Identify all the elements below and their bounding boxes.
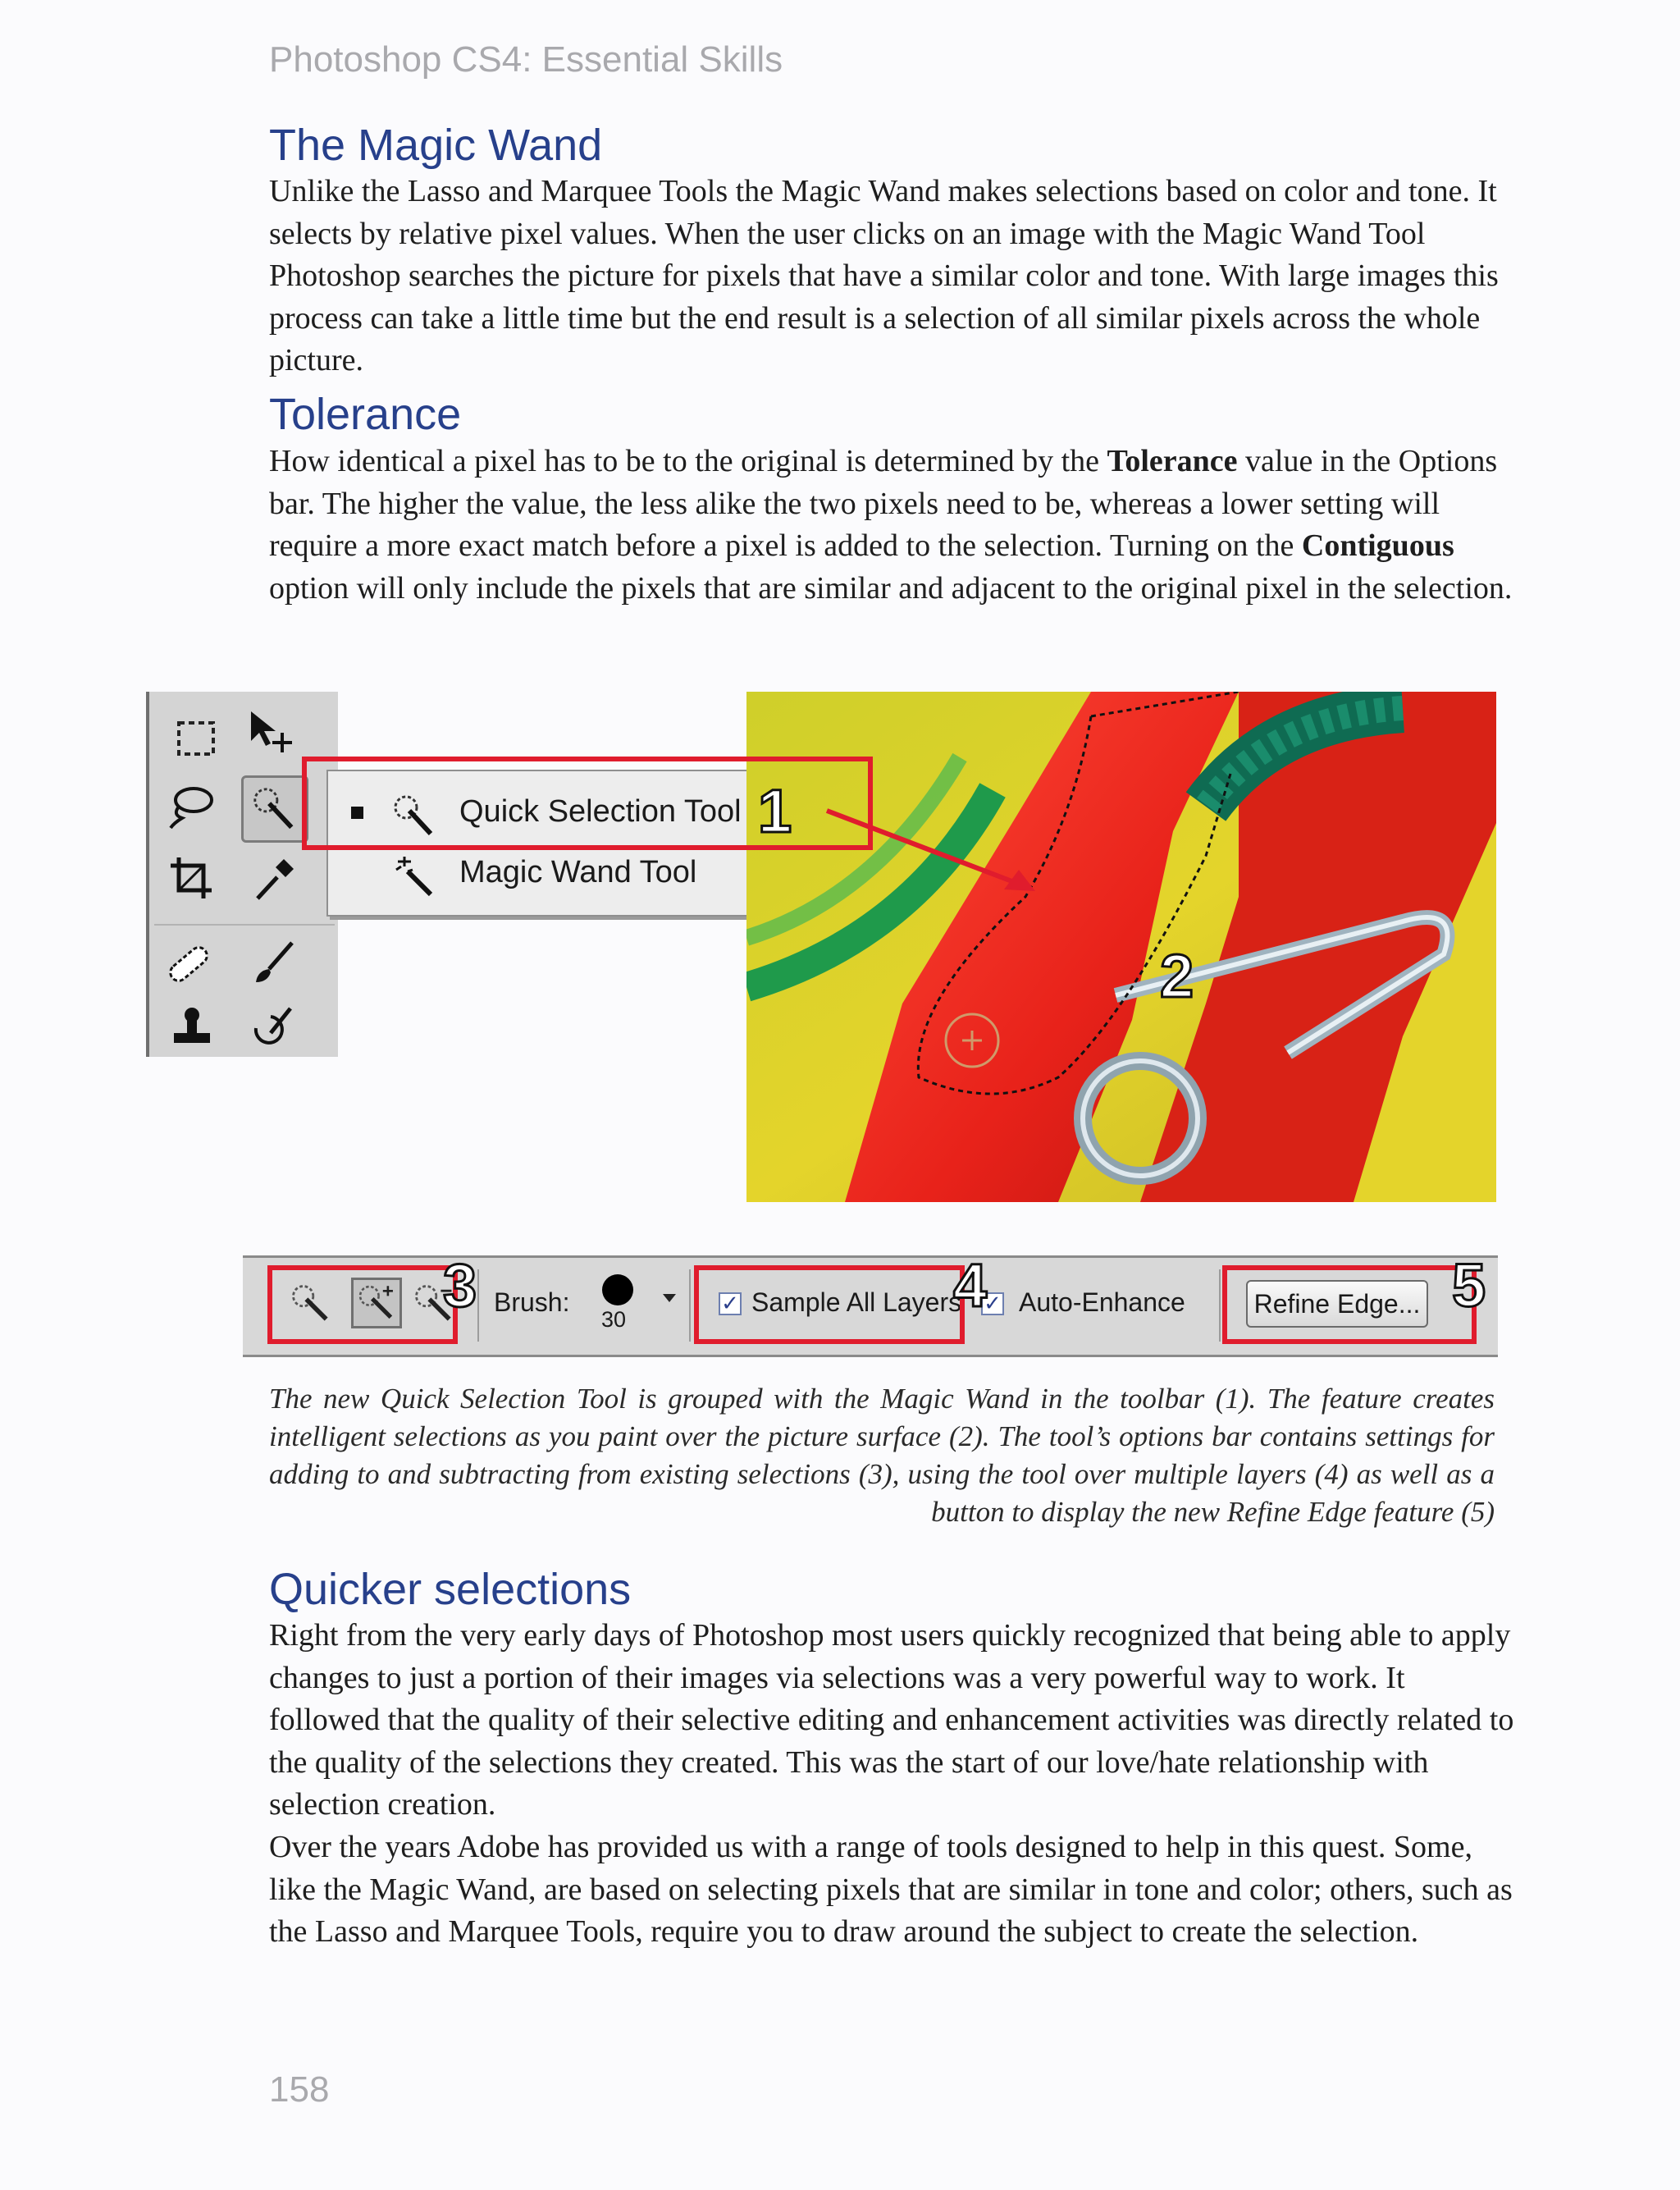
tolerance-term: Tolerance <box>1107 444 1238 478</box>
toolbox-panel <box>146 692 338 1057</box>
auto-enhance-checkbox[interactable]: ✓ <box>981 1292 1004 1315</box>
options-divider <box>477 1269 479 1342</box>
running-head: Photoshop CS4: Essential Skills <box>269 39 783 80</box>
tolerance-text-1: How identical a pixel has to be to the original is determined by the <box>269 444 1107 478</box>
callout-number-2: 2 <box>1160 942 1194 1010</box>
brush-size-value: 30 <box>601 1307 627 1332</box>
figure-caption: The new Quick Selection Tool is grouped with the Magic Wand in the toolbar (1). The feature creates intelligent selections as you paint over the picture surface (2). The tool’s options bar contains settings for adding to and subtracting from existing selections (3), using the tool over multiple layers (4) as well as a button to display the new Refine Edge feature (5) <box>269 1383 1495 1528</box>
callout-box-4 <box>694 1265 965 1344</box>
toolbox-divider <box>154 924 335 926</box>
magic-wand-paragraph: Unlike the Lasso and Marquee Tools the Magic Wand makes selections based on color and tone. It selects by relative pixel values. When the user clicks on an image with the Magic Wand Tool Photoshop searches the picture for pixels that have a similar color and tone. With large images this process can take a little time but the end result is a selection of all similar pixels across the whole picture. <box>269 174 1499 377</box>
callout-number-5: 5 <box>1452 1251 1486 1319</box>
quick-selection-slot[interactable] <box>241 775 308 843</box>
options-divider <box>1219 1269 1221 1342</box>
callout-arrow <box>820 788 1066 911</box>
contiguous-term: Contiguous <box>1301 528 1454 563</box>
flyout-item-label: Magic Wand Tool <box>459 855 697 889</box>
section-heading-magic-wand: The Magic Wand <box>269 121 603 170</box>
refine-edge-button[interactable]: Refine Edge... <box>1246 1280 1428 1328</box>
brush-label: Brush: <box>494 1287 570 1317</box>
auto-enhance-label[interactable]: Auto-Enhance <box>1019 1287 1185 1317</box>
page-number: 158 <box>269 2069 330 2110</box>
history-brush-icon[interactable] <box>249 1004 299 1053</box>
callout-number-1: 1 <box>758 777 792 845</box>
flyout-item-label: Quick Selection Tool <box>459 794 742 829</box>
callout-box-5 <box>1222 1265 1477 1344</box>
quicker-selections-paragraph-1: Right from the very early days of Photoshop most users quickly recognized that being able to apply changes to just a portion of their images via selections was a very powerful way to work. It followed that the quality of their selective editing and enhancement activities was directly related to the quality of the selections they created. This was the start of our love/hate relationship with selection creation. <box>269 1618 1514 1822</box>
lasso-icon[interactable] <box>166 782 215 831</box>
callout-number-4: 4 <box>953 1251 988 1319</box>
sample-all-layers-label[interactable]: Sample All Layers <box>751 1287 962 1317</box>
brush-dropdown-arrow-icon[interactable] <box>663 1294 676 1302</box>
tolerance-paragraph <box>269 441 1516 610</box>
sample-all-layers-checkbox[interactable]: ✓ <box>719 1292 742 1315</box>
healing-brush-icon[interactable] <box>164 938 213 987</box>
move-tool-icon[interactable] <box>246 708 295 757</box>
section-heading-tolerance: Tolerance <box>269 390 462 439</box>
rectangular-marquee-icon[interactable] <box>172 715 221 764</box>
tolerance-text-3: option will only include the pixels that are similar and adjacent to the original pixel in the selection. <box>269 570 1513 606</box>
crop-icon[interactable] <box>167 854 217 903</box>
brush-preview-icon[interactable] <box>602 1274 633 1305</box>
magic-wand-icon <box>390 853 439 898</box>
section-heading-quicker-selections: Quicker selections <box>269 1565 632 1614</box>
quick-selection-icon <box>250 784 298 832</box>
eyedropper-icon[interactable] <box>249 854 299 903</box>
clone-stamp-icon[interactable] <box>167 1004 217 1053</box>
callout-box-3 <box>267 1265 458 1344</box>
tolerance-text-2: value in the Options bar. The higher the value, the less alike the two pixels need to be, whereas a lower setting will require a more exact match before a pixel is added to the selection. Turning on the <box>269 444 1498 563</box>
quicker-selections-paragraph-2: Over the years Adobe has provided us with a range of tools designed to help in this quest. Some, like the Magic Wand, are based on selecting pixels that are similar in tone and color; others, such as the Lasso and Marquee Tools, require you to draw around the subject to create the selection. <box>269 1830 1513 1949</box>
callout-number-3: 3 <box>443 1251 477 1319</box>
options-divider <box>689 1269 691 1342</box>
brush-icon[interactable] <box>249 938 299 987</box>
